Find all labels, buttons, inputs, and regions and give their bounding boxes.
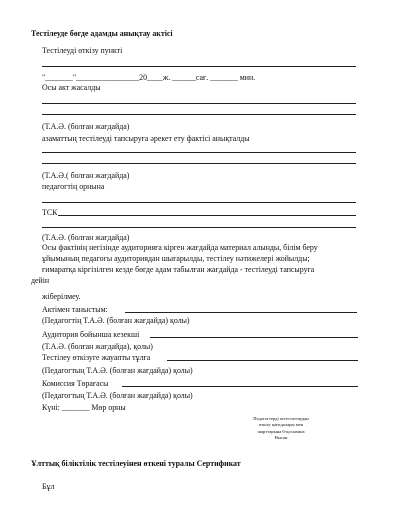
tsk-line	[58, 215, 356, 216]
day-seal-line: Күні: _______ Мөр орны	[42, 403, 126, 412]
drawn-up-line-2	[42, 114, 356, 115]
stamp-line-2: өткізу қағидалары мен	[258, 422, 304, 428]
fio-caption-2: (Т.А.Ә.( болған жағдайда)	[42, 171, 130, 180]
drawn-up-label: Осы акт жасалды	[42, 83, 101, 92]
stamp-line-4: Нысан	[274, 435, 288, 441]
drawn-up-line-1	[42, 103, 356, 104]
teacher-place-label: педагогтің орнына	[42, 182, 105, 191]
responsible-label: Тестілеу өткізуге жауапты тұлға	[42, 353, 151, 362]
place-label: Тестілеуді өткізу пункті	[42, 46, 123, 55]
teacher-place-line	[42, 202, 356, 203]
tsk-label: ТСК	[42, 208, 58, 217]
body-line-5: жіберілмеу.	[42, 292, 81, 301]
fio-caption-1: (Т.А.Ә. (болған жағдайда)	[42, 122, 130, 131]
certificate-title: Ұлттық біліктілік тестілеуінен өткені туралы Сертификат	[31, 459, 241, 468]
place-line	[42, 66, 356, 67]
commission-signature: (Педагогтың Т.А.Ә. (болған жағдайда) қолы)	[42, 391, 193, 400]
commission-label: Комиссия Төрағасы	[42, 379, 109, 388]
auditorium-signature: (Т.А.Ә. (болған жағдайда), қолы)	[42, 342, 153, 351]
appendix-stamp	[226, 416, 336, 442]
acquainted-signature: (Педагогтің Т.А.Ә. (болған жағдайда) қолы)	[42, 316, 190, 325]
fio-caption-3: (Т.А.Ә. (болған жағдайда)	[42, 233, 130, 242]
certificate-first-word: Бұл	[42, 482, 55, 491]
responsible-line	[167, 360, 358, 361]
responsible-signature: (Педагогтың Т.А.Ә. (болған жағдайда) қолы)	[42, 366, 193, 375]
attempt-line-2	[42, 163, 356, 164]
body-line-3: ғимаратқа кіргізілген кезде бөгде адам табылған жағдайда - тестілеуді тапсыруға	[42, 265, 315, 274]
stamp-line-1: Педагогтерді аттестаттаудан	[253, 416, 309, 421]
tsk-line-2	[42, 227, 356, 228]
body-line-1: Осы фактінің негізінде аудиторияға кірген жағдайда материал алынды, білім беру	[42, 243, 318, 252]
attempt-fact-label: азаматтың тестілеуді тапсыруға әрекет ету фактісі анықталды	[42, 134, 250, 143]
acquainted-line	[125, 312, 357, 313]
act-title: Тестілеуде бөгде адамды анықтау актісі	[31, 29, 173, 38]
attempt-line-1	[42, 152, 356, 153]
date-line: "_______"________________20____ж. ______сағ. _______ мин.	[42, 73, 256, 82]
acquainted-label: Актімен таныстым:	[42, 305, 108, 314]
commission-line	[122, 386, 358, 387]
auditorium-line	[150, 337, 358, 338]
body-line-2: ұйымының педагогы аудиториядан шығарылды, тестілеу нәтижелері жойылды;	[42, 254, 310, 263]
stamp-line-3: шарттарына 6-қосымша	[257, 428, 305, 434]
body-line-4: дейін	[31, 276, 50, 285]
auditorium-label: Аудитория бойынша кезекші	[42, 330, 140, 339]
